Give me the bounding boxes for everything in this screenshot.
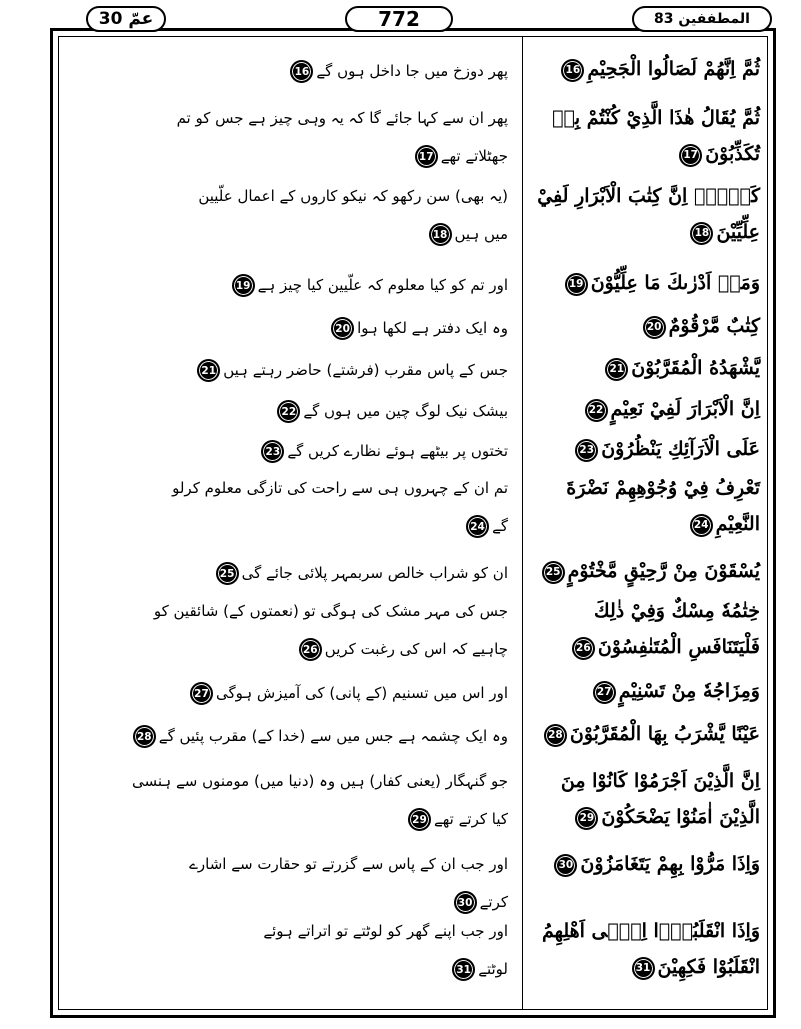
arabic-verse-line-text: تَعْرِفُ فِيْ وُجُوْهِهِمْ نَضْرَةَ [566, 477, 760, 499]
arabic-verse-line [522, 560, 772, 584]
arabic-verse-line-text: عَلَى الْاَرَآئِكِ يَنْظُرُوْنَ [601, 438, 760, 460]
urdu-translation-line [60, 223, 516, 246]
arabic-verse-line [522, 680, 772, 704]
arabic-verse-line [522, 723, 772, 747]
verse-number-marker: 27 [190, 682, 213, 705]
arabic-verse-line-text: فَلْيَتَنَافَسِ الْمُتَنٰفِسُوْنَ [597, 636, 760, 658]
arabic-verse-line [522, 221, 772, 245]
arabic-verse-line-text: وَمَاۤ اَدْرٰىكَ مَا عِلِّيُّوْنَ [590, 272, 760, 294]
arabic-verse-line [522, 853, 772, 877]
urdu-translation-line [60, 359, 516, 382]
arabic-verse-line-text: وَاِذَا مَرُّوْا بِهِمْ يَتَغَامَزُوْنَ [580, 853, 760, 875]
urdu-translation-line-text: گے [492, 517, 508, 535]
verse-number-marker: 28 [544, 724, 567, 747]
urdu-translation-line [60, 808, 516, 831]
urdu-translation-line-text: جس کے پاس مقرب (فرشتے) حاضر رہتے ہیں [223, 361, 508, 379]
verse-number-marker: 25 [542, 561, 565, 584]
arabic-verse-line [522, 143, 772, 167]
arabic-verse-line [522, 636, 772, 660]
arabic-verse-line-text: عَيْنًا يَّشْرَبُ بِهَا الْمُقَرَّبُوْنَ [569, 723, 760, 745]
arabic-verse-line-text: كَلَّاۤ اِنَّ كِتٰبَ الْاَبْرَارِ لَفِيْ [537, 185, 760, 207]
urdu-translation-line-text: لوٹتے [478, 960, 508, 978]
arabic-verse-line-text: تُكَذِّبُوْنَ [705, 143, 760, 165]
verse-number-marker: 28 [133, 725, 156, 748]
urdu-translation-line [60, 638, 516, 661]
page-number: 772 [345, 6, 453, 32]
urdu-translation-line-text: تختوں پر بیٹھے ہوئے نظارے کریں گے [287, 442, 508, 460]
verse-number-marker: 31 [632, 957, 655, 980]
urdu-translation-line-text: پھر دوزخ میں جا داخل ہوں گے [316, 62, 508, 80]
arabic-verse-line [522, 438, 772, 462]
urdu-translation-line-text: بیشک نیک لوگ چین میں ہوں گے [303, 402, 508, 420]
urdu-translation-line [60, 440, 516, 463]
urdu-translation-line [60, 317, 516, 340]
urdu-translation-line-text: اور جب اپنے گھر کو لوٹتے تو اتراتے ہوئے [263, 922, 508, 940]
verse-number-marker: 24 [466, 515, 489, 538]
arabic-verse-line-text: كِتٰبٌ مَّرْقُوْمٌ [668, 315, 760, 337]
verse-number-marker: 31 [452, 958, 475, 981]
verse-number-marker: 29 [408, 808, 431, 831]
verse-number-marker: 17 [679, 144, 702, 167]
urdu-translation-line [60, 682, 516, 705]
urdu-translation-line-text: وہ ایک دفتر ہے لکھا ہوا [357, 319, 508, 337]
verse-number-marker: 19 [565, 273, 588, 296]
urdu-translation-line [60, 772, 516, 790]
urdu-translation-line-text: وہ ایک چشمہ ہے جس میں سے (خدا کے) مقرب پئیں گے [158, 727, 508, 745]
verse-number-marker: 18 [690, 222, 713, 245]
urdu-translation-line [60, 958, 516, 981]
juz-label: عمّ 30 [86, 6, 166, 32]
verse-number-marker: 18 [429, 223, 452, 246]
urdu-translation-line-text: جس کی مہر مشک کی ہوگی تو (نعمتوں کے) شائقین کو [153, 602, 508, 620]
arabic-verse-line [522, 185, 772, 207]
verse-number-marker: 19 [232, 274, 255, 297]
arabic-verse-line-text: اِنَّ الَّذِيْنَ اَجْرَمُوْا كَانُوْا مِنَ [560, 770, 760, 792]
urdu-translation-line [60, 274, 516, 297]
arabic-verse-line [522, 315, 772, 339]
urdu-translation-line [60, 922, 516, 940]
arabic-verse-line-text: خِتٰمُهٗ مِسْكٌ وَفِيْ ذٰلِكَ [594, 600, 760, 622]
verse-number-marker: 17 [415, 145, 438, 168]
urdu-translation-line [60, 60, 516, 83]
arabic-verse-line-text: يَّشْهَدُهُ الْمُقَرَّبُوْنَ [631, 357, 760, 379]
arabic-verse-line-text: يُسْقَوْنَ مِنْ رَّحِيْقٍ مَّخْتُوْمٍ [567, 560, 760, 582]
urdu-translation-line [60, 515, 516, 538]
arabic-verse-line [522, 600, 772, 622]
urdu-translation-line-text: ان کو شراب خالص سربمہر پلائی جائے گی [241, 564, 508, 582]
verse-number-marker: 16 [290, 60, 313, 83]
verse-number-marker: 21 [605, 358, 628, 381]
urdu-translation-line-text: اور اس میں تسنیم (کے پانی) کی آمیزش ہوگی [215, 684, 508, 702]
verse-number-marker: 27 [593, 681, 616, 704]
arabic-verse-line [522, 477, 772, 499]
arabic-verse-line-text: ثُمَّ يُقَالُ هٰذَا الَّذِيْ كُنْتُمْ بِهٖ [552, 107, 760, 129]
urdu-translation-line-text: اور تم کو کیا معلوم کہ علّیین کیا چیز ہے [257, 276, 508, 294]
urdu-translation-line [60, 562, 516, 585]
arabic-verse-line-text: انْقَلَبُوْا فَكِهِيْنَ [657, 956, 760, 978]
urdu-translation-line-text: اور جب ان کے پاس سے گزرتے تو حقارت سے اشارے [189, 855, 508, 873]
urdu-translation-line-text: تم ان کے چہروں ہی سے راحت کی تازگی معلوم کرلو [172, 479, 508, 497]
arabic-verse-line [522, 272, 772, 296]
arabic-verse-line [522, 956, 772, 980]
arabic-verse-line [522, 398, 772, 422]
urdu-translation-line-text: میں ہیں [454, 225, 508, 243]
verse-number-marker: 30 [554, 854, 577, 877]
arabic-verse-line-text: اِنَّ الْاَبْرَارَ لَفِيْ نَعِيْمٍ [610, 398, 760, 420]
urdu-translation-line-text: کرتے [479, 893, 508, 911]
arabic-verse-line [522, 357, 772, 381]
verse-number-marker: 20 [643, 316, 666, 339]
arabic-verse-line-text: عِلِّيِّيْنَ [716, 221, 760, 243]
arabic-verse-line [522, 107, 772, 129]
urdu-translation-line [60, 725, 516, 748]
urdu-translation-line-text: جو گنہگار (یعنی کفار) ہیں وہ (دنیا میں) مومنوں سے ہنسی [131, 772, 508, 790]
verse-number-marker: 22 [277, 400, 300, 423]
arabic-verse-line-text: النَّعِيْمِ [715, 513, 760, 535]
arabic-verse-line [522, 920, 772, 942]
verse-number-marker: 26 [572, 637, 595, 660]
urdu-translation-line [60, 479, 516, 497]
urdu-translation-line [60, 187, 516, 205]
verse-number-marker: 23 [261, 440, 284, 463]
verse-number-marker: 21 [197, 359, 220, 382]
urdu-translation-line [60, 109, 516, 127]
urdu-translation-line [60, 602, 516, 620]
verse-number-marker: 20 [331, 317, 354, 340]
arabic-verse-line-text: وَاِذَا انْقَلَبُوْۤا اِلٰۤى اَهْلِهِمُ [541, 920, 760, 942]
arabic-verse-line [522, 770, 772, 792]
urdu-translation-line [60, 400, 516, 423]
arabic-verse-line [522, 806, 772, 830]
urdu-translation-line [60, 855, 516, 873]
surah-label: المطففين 83 [632, 6, 772, 32]
urdu-translation-line-text: جھٹلاتے تھے [440, 147, 508, 165]
arabic-verse-line-text: ثُمَّ اِنَّهُمْ لَصَالُوا الْجَحِيْمِ [587, 58, 760, 80]
verse-number-marker: 24 [690, 514, 713, 537]
verse-number-marker: 23 [575, 439, 598, 462]
verse-number-marker: 29 [575, 807, 598, 830]
urdu-translation-line [60, 891, 516, 914]
urdu-translation-line [60, 145, 516, 168]
arabic-verse-line-text: الَّذِيْنَ اٰمَنُوْا يَضْحَكُوْنَ [601, 806, 760, 828]
arabic-verse-line [522, 58, 772, 82]
arabic-verse-line-text: وَمِزَاجُهٗ مِنْ تَسْنِيْمٍ [618, 680, 760, 702]
verse-number-marker: 30 [454, 891, 477, 914]
verse-number-marker: 26 [299, 638, 322, 661]
verse-number-marker: 25 [216, 562, 239, 585]
verse-number-marker: 22 [585, 399, 608, 422]
urdu-translation-line-text: کیا کرتے تھے [433, 810, 508, 828]
urdu-translation-line-text: پھر ان سے کہا جائے گا کہ یہ وہی چیز ہے جس کو تم [176, 109, 508, 127]
verse-number-marker: 16 [561, 59, 584, 82]
urdu-translation-line-text: (یہ بھی) سن رکھو کہ نیکو کاروں کے اعمال علّیین [198, 187, 508, 205]
arabic-verse-line [522, 513, 772, 537]
urdu-translation-line-text: چاہیے کہ اس کی رغبت کریں [324, 640, 508, 658]
